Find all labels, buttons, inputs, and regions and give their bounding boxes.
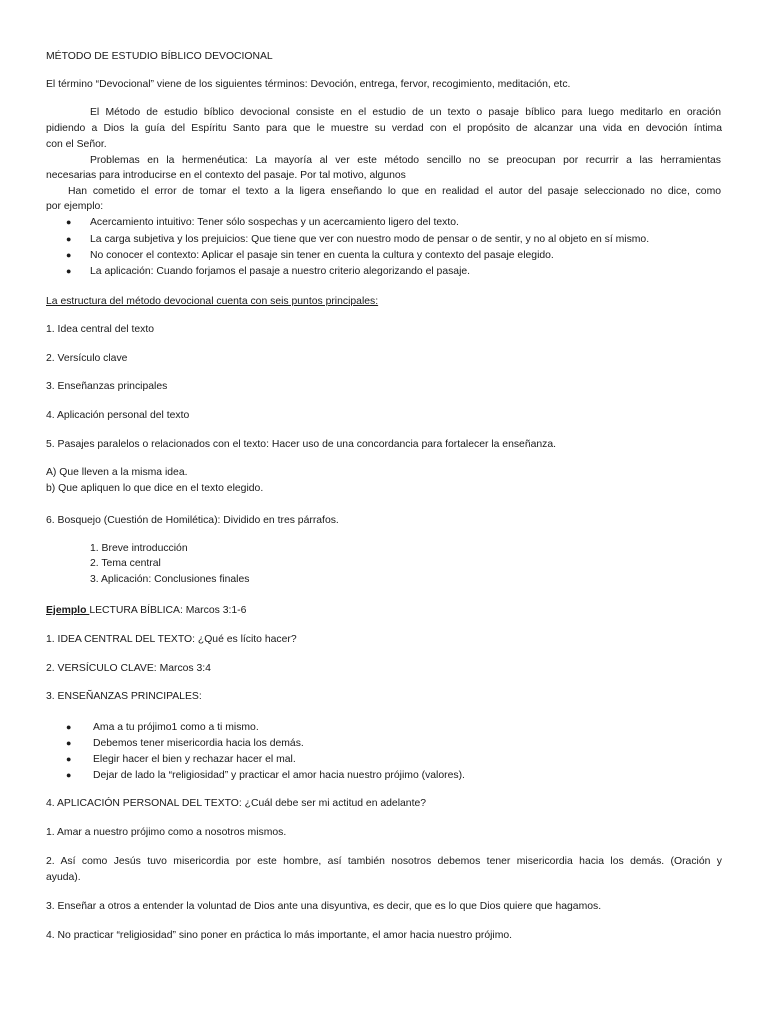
outline-item: 2. Tema central — [90, 558, 161, 569]
application-item: 4. No practicar “religiosidad” sino poner en práctica lo más importante, el amor hacia nuestro prójimo. — [46, 930, 513, 941]
bullet-icon: ● — [66, 250, 72, 260]
intro-paragraph: El término “Devocional” viene de los siguientes términos: Devoción, entrega, fervor, recogimiento, meditación, etc. — [46, 79, 571, 90]
application-item: 2. Así como Jesús tuvo misericordia por este hombre, así también nosotros debemos tener misericordia hacia los demás. (Oración y — [46, 856, 722, 867]
outline-item: 3. Aplicación: Conclusiones finales — [90, 574, 250, 585]
sub-item: b) Que apliquen lo que dice en el texto elegido. — [46, 483, 264, 494]
list-item: Ama a tu prójimo1 como a ti mismo. — [93, 722, 259, 733]
bullet-icon: ● — [66, 722, 72, 732]
example-point: 4. APLICACIÓN PERSONAL DEL TEXTO: ¿Cuál debe ser mi actitud en adelante? — [46, 798, 427, 809]
paragraph-line: Han cometido el error de tomar el texto a la ligera enseñando lo que en realidad el autor del pasaje seleccionado no dice, como — [68, 186, 721, 197]
list-item: Dejar de lado la “religiosidad” y practicar el amor hacia nuestro prójimo (valores). — [93, 770, 465, 781]
example-reading: LECTURA BÍBLICA: Marcos 3:1-6 — [89, 605, 247, 616]
list-item: No conocer el contexto: Aplicar el pasaje sin tener en cuenta la cultura y contexto del pasaje elegido. — [90, 250, 554, 261]
bullet-icon: ● — [66, 770, 72, 780]
paragraph-line: Problemas en la hermenéutica: La mayoría al ver este método sencillo no se preocupan por recurrir a las herramientas — [90, 155, 721, 166]
bullet-icon: ● — [66, 217, 72, 227]
structure-point: 2. Versículo clave — [46, 353, 128, 364]
structure-point: 5. Pasajes paralelos o relacionados con el texto: Hacer uso de una concordancia para fortalecer la enseñanza. — [46, 439, 557, 450]
paragraph-line: necesarias para introducirse en el contexto del pasaje. Por tal motivo, algunos — [46, 170, 406, 181]
paragraph-line: pidiendo a Dios la guía del Espíritu Santo para que le muestre su verdad con el propósito de alcanzar una vida en devoción íntima — [46, 123, 722, 134]
paragraph-line: El Método de estudio bíblico devocional consiste en el estudio de un texto o pasaje bíblico para luego meditarlo en oración — [90, 107, 721, 118]
paragraph-line: con el Señor. — [46, 139, 107, 150]
example-point: 1. IDEA CENTRAL DEL TEXTO: ¿Qué es lícito hacer? — [46, 634, 297, 645]
outline-item: 1. Breve introducción — [90, 543, 188, 554]
list-item: Acercamiento intuitivo: Tener sólo sospechas y un acercamiento ligero del texto. — [90, 217, 459, 228]
list-item: Debemos tener misericordia hacia los demás. — [93, 738, 304, 749]
structure-point: 4. Aplicación personal del texto — [46, 410, 190, 421]
application-item: 1. Amar a nuestro prójimo como a nosotros mismos. — [46, 827, 287, 838]
structure-point: 3. Enseñanzas principales — [46, 381, 168, 392]
bullet-icon: ● — [66, 266, 72, 276]
example-point: 3. ENSEÑANZAS PRINCIPALES: — [46, 691, 202, 702]
list-item: La carga subjetiva y los prejuicios: Que tiene que ver con nuestro modo de pensar o de sentir, y no al objeto en sí mismo. — [90, 234, 650, 245]
list-item: La aplicación: Cuando forjamos el pasaje a nuestro criterio alegorizando el pasaje. — [90, 266, 471, 277]
document-title: MÉTODO DE ESTUDIO BÍBLICO DEVOCIONAL — [46, 51, 273, 62]
structure-heading: La estructura del método devocional cuenta con seis puntos principales: — [46, 296, 379, 307]
paragraph-line: por ejemplo: — [46, 201, 104, 212]
application-item: ayuda). — [46, 872, 81, 883]
example-label: Ejemplo — [46, 605, 90, 616]
structure-point: 1. Idea central del texto — [46, 324, 155, 335]
bullet-icon: ● — [66, 738, 72, 748]
bullet-icon: ● — [66, 234, 72, 244]
sub-item: A) Que lleven a la misma idea. — [46, 467, 188, 478]
example-heading — [46, 604, 246, 617]
structure-point: 6. Bosquejo (Cuestión de Homilética): Dividido en tres párrafos. — [46, 515, 339, 526]
example-point: 2. VERSÍCULO CLAVE: Marcos 3:4 — [46, 663, 211, 674]
list-item: Elegir hacer el bien y rechazar hacer el mal. — [93, 754, 296, 765]
bullet-icon: ● — [66, 754, 72, 764]
application-item: 3. Enseñar a otros a entender la voluntad de Dios ante una disyuntiva, es decir, que es lo que Dios quiere que hagamos. — [46, 901, 602, 912]
